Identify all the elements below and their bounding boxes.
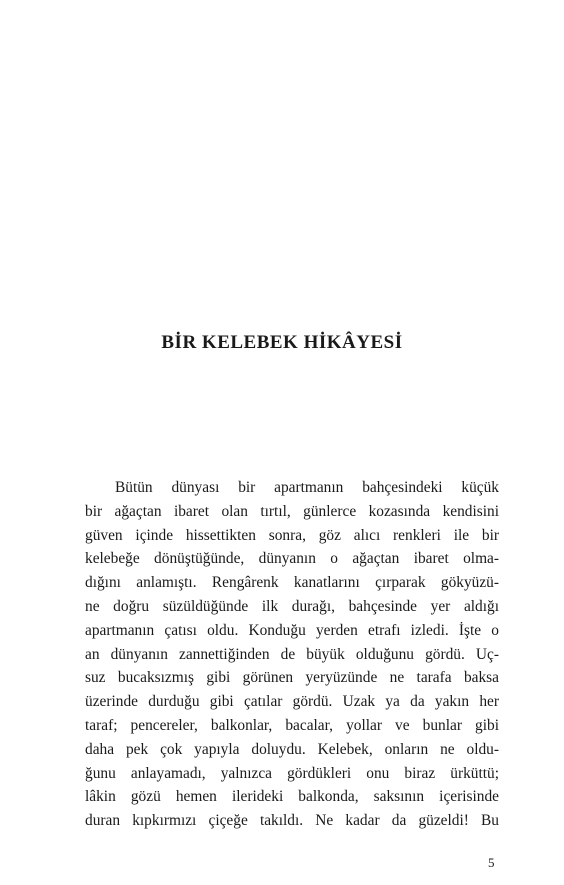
- text-line: kelebeğe dönüştüğünde, dünyanın o ağaçtan ibaret olma-: [85, 550, 499, 568]
- text-line: lâkin gözü hemen ilerideki balkonda, saksının içerisinde: [85, 788, 499, 806]
- text-line: güven içinde hissettikten sonra, göz alıcı renkleri ile bir: [85, 526, 499, 544]
- text-line: suz bucaksızmış gibi görünen yeryüzünde ne tarafa baksa: [85, 669, 499, 687]
- text-line: taraf; pencereler, balkonlar, bacalar, yollar ve bunlar gibi: [85, 716, 499, 734]
- text-line: ğunu anlayamadı, yalnızca gördükleri onu biraz ürküttü;: [85, 764, 499, 782]
- text-line: üzerinde durduğu gibi çatılar gördü. Uzak ya da yakın her: [85, 693, 499, 711]
- text-line: dığını anlamıştı. Rengârenk kanatlarını çırparak gökyüzü-: [85, 574, 499, 592]
- page-title: BİR KELEBEK HİKÂYESİ: [161, 331, 403, 353]
- text-line: ne doğru süzüldüğünde ilk durağı, bahçesinde yer aldığı: [85, 597, 499, 615]
- text-line: duran kıpkırmızı çiçeğe takıldı. Ne kadar da güzeldi! Bu: [85, 812, 499, 830]
- text-line: apartmanın çatısı oldu. Konduğu yerden etrafı izledi. İşte o: [85, 621, 499, 639]
- page-number: 5: [488, 855, 495, 870]
- body-paragraph: [85, 476, 499, 833]
- text-line: an dünyanın zannettiğinden de büyük olduğunu gördü. Uç-: [85, 645, 499, 663]
- text-line: daha pek çok yapıyla doluydu. Kelebek, onların ne oldu-: [85, 740, 499, 758]
- text-line: Bütün dünyası bir apartmanın bahçesindeki küçük: [115, 479, 499, 496]
- text-line: bir ağaçtan ibaret olan tırtıl, günlerce kozasında kendisini: [85, 502, 499, 520]
